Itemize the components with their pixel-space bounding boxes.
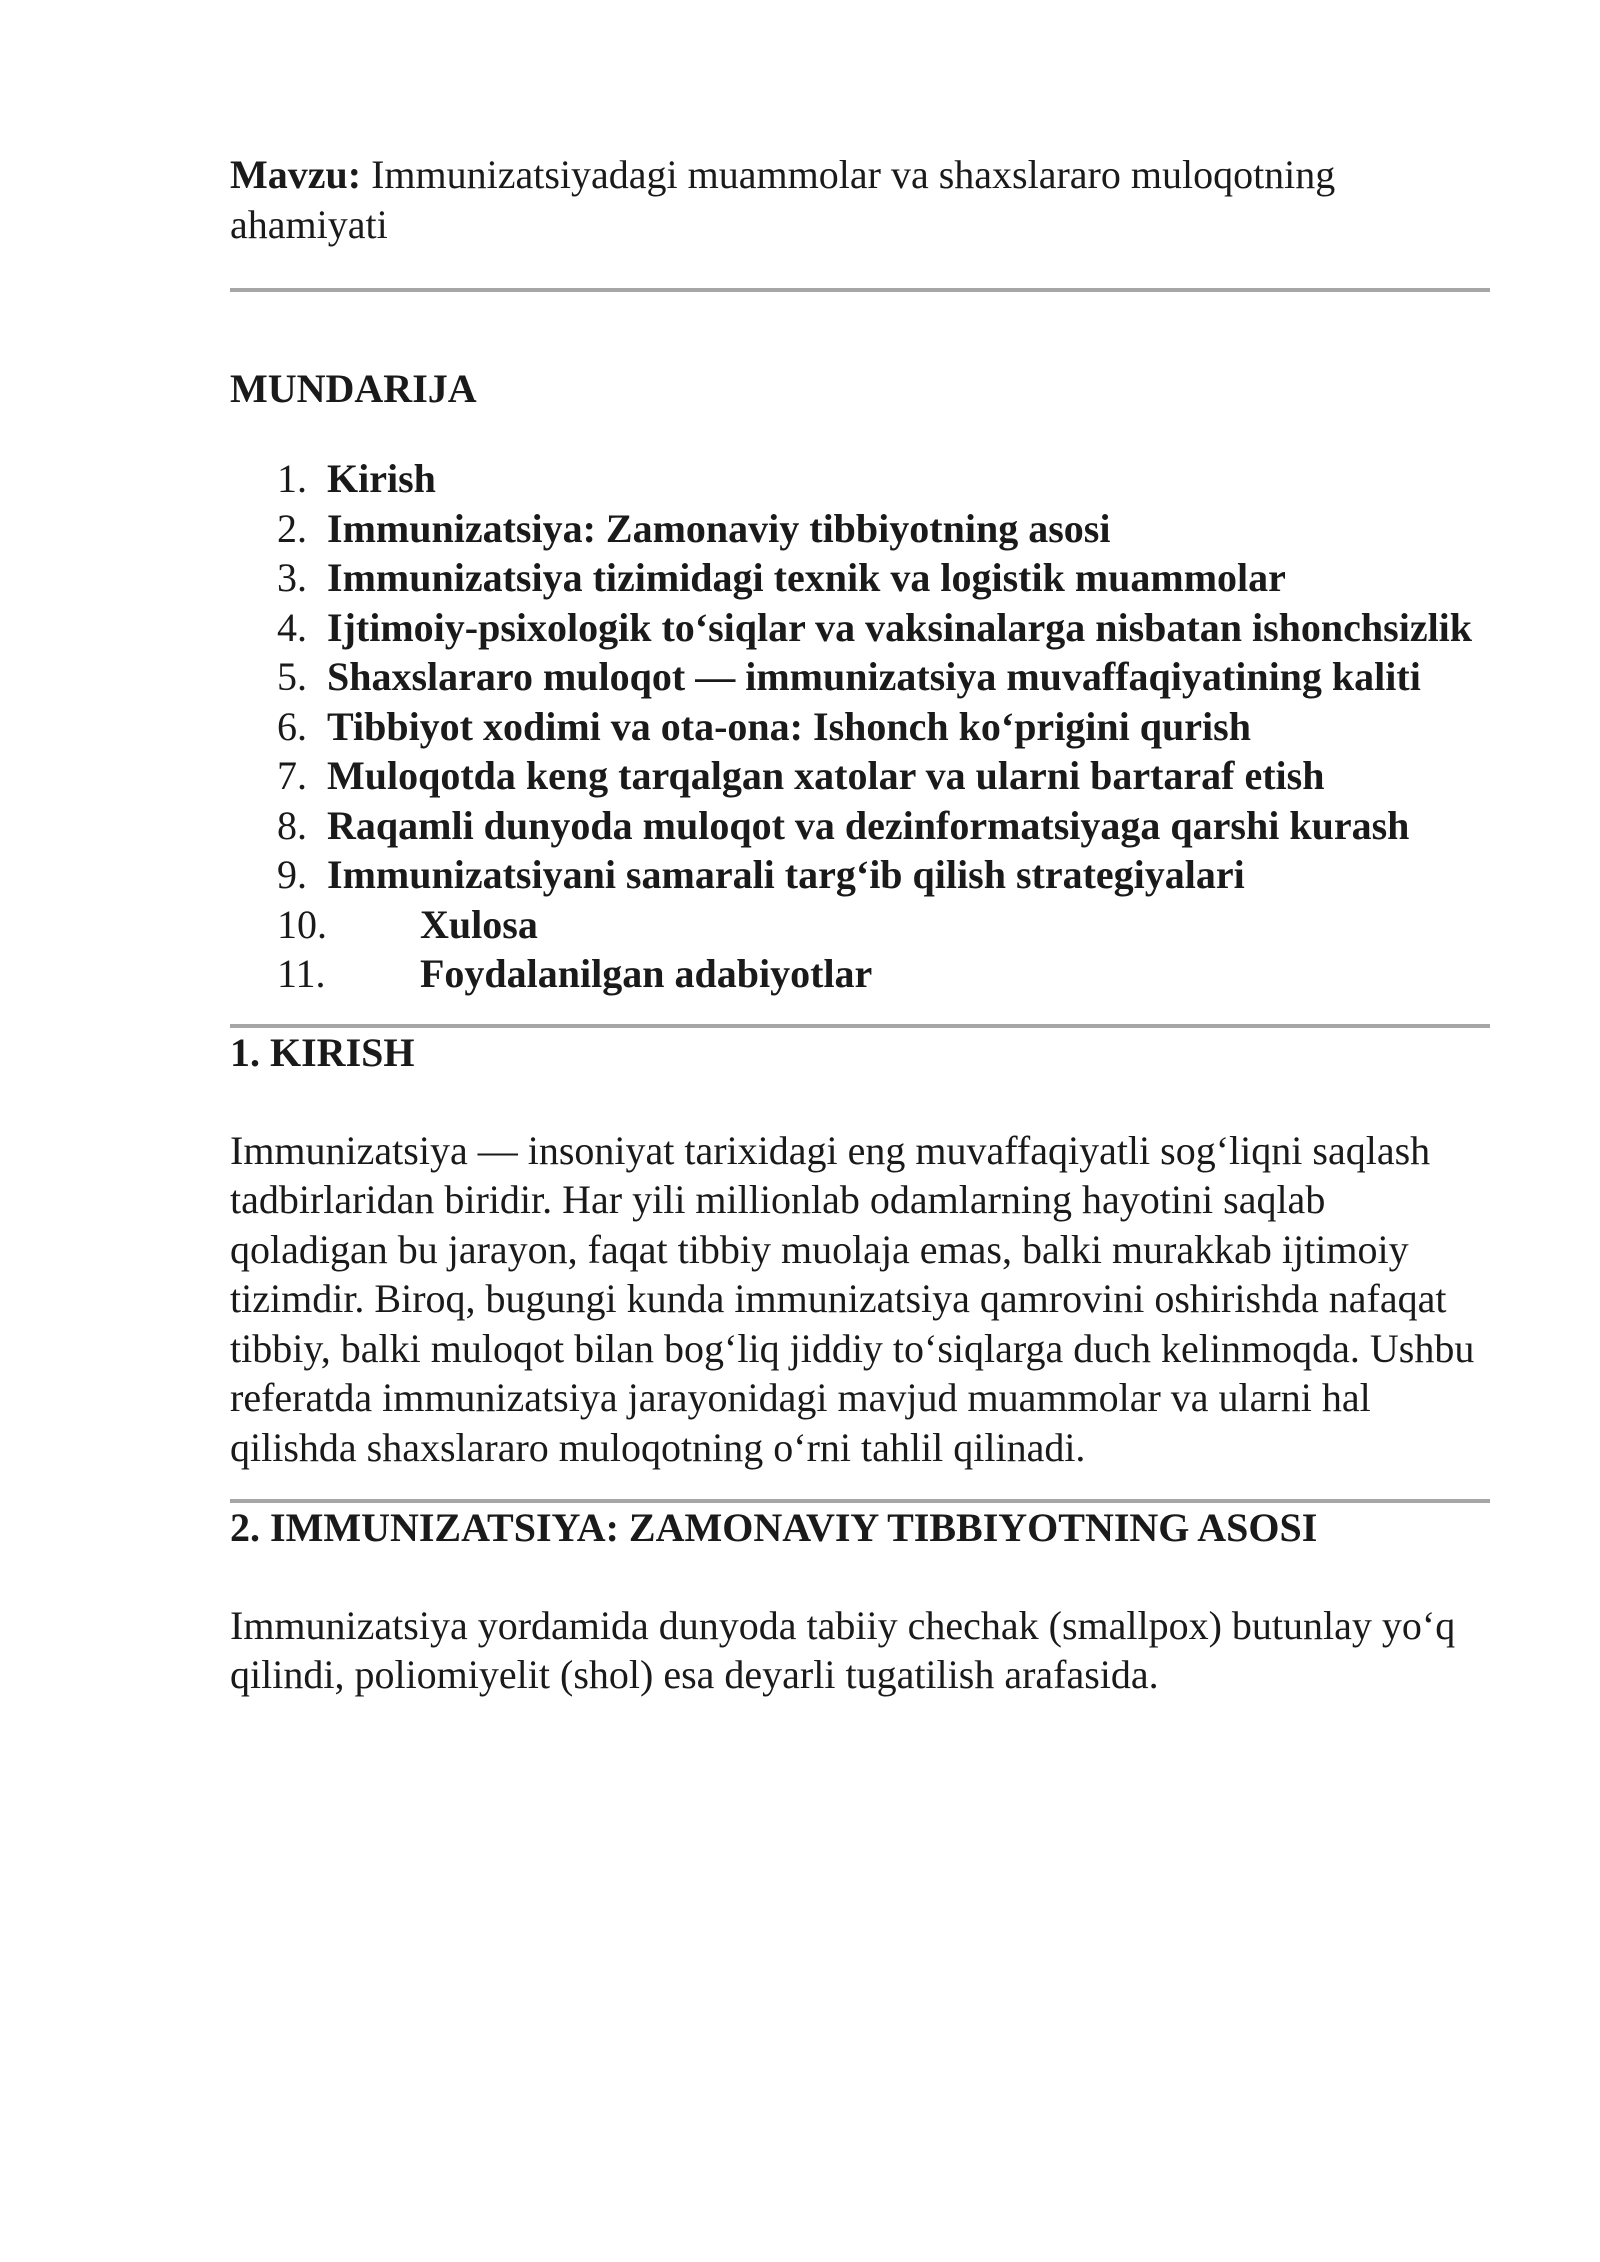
- toc-item-text: Ijtimoiy-psixologik to‘siqlar va vaksinalarga nisbatan ishonchsizlik: [327, 604, 1473, 650]
- toc-item: [230, 603, 1490, 653]
- toc-item: [230, 504, 1490, 554]
- toc-item: [230, 751, 1490, 801]
- section-heading: 2. IMMUNIZATSIYA: ZAMONAVIY TIBBIYOTNING ASOSI: [230, 1504, 1318, 1550]
- toc-item: [230, 652, 1490, 702]
- toc-item-text: Shaxslararo muloqot — immunizatsiya muvaffaqiyatining kaliti: [327, 654, 1421, 699]
- topic-text: Immunizatsiyadagi muammolar va shaxslararo muloqotning ahamiyati: [230, 152, 1336, 247]
- toc-item-number: 11.: [277, 951, 326, 996]
- topic-line: [230, 150, 1470, 250]
- toc-item-text: Immunizatsiya: Zamonaviy tibbiyotning asosi: [327, 505, 1111, 551]
- toc-item: [230, 900, 1490, 950]
- toc-item-text: Raqamli dunyoda muloqot va dezinformatsiyaga qarshi kurash: [327, 802, 1410, 848]
- toc-item: [230, 454, 1490, 504]
- divider: [230, 288, 1490, 292]
- toc-item-text: Foydalanilgan adabiyotlar: [420, 951, 873, 996]
- toc-item-number: 5.: [277, 654, 307, 699]
- toc-item: [230, 553, 1490, 603]
- toc-item-text: Muloqotda keng tarqalgan xatolar va ularni bartaraf etish: [327, 753, 1325, 798]
- toc-item: [230, 850, 1490, 900]
- toc-item-text: Tibbiyot xodimi va ota-ona: Ishonch ko‘prigini qurish: [327, 703, 1251, 749]
- toc-item-text: Kirish: [327, 456, 436, 501]
- document-page: [230, 150, 1490, 1700]
- toc-item-number: 1.: [277, 456, 307, 501]
- table-of-contents: [230, 454, 1490, 999]
- toc-item: [230, 801, 1490, 851]
- toc-item-text: Xulosa: [420, 901, 538, 947]
- toc-item-text: Immunizatsiya tizimidagi texnik va logistik muammolar: [327, 555, 1286, 600]
- toc-title: MUNDARIJA: [230, 366, 477, 411]
- section-paragraph: Immunizatsiya — insoniyat tarixidagi eng muvaffaqiyatli sog‘liqni saqlash tadbirlaridan biridir. Har yili millionlab odamlarning hayotini saqlab qoladigan bu jarayon, faqat tibbiy muolaja emas, balki murakkab ijtimoiy tizimdir. Biroq, bugungi kunda immunizatsiya qamrovini oshirishda nafaqat tibbiy, balki muloqot bilan bog‘liq jiddiy to‘siqlarga duch kelinmoqda. Ushbu referatda immunizatsiya jarayonidagi mavjud muammolar va ularni hal qilishda shaxslararo muloqotning o‘rni tahlil qilinadi.: [230, 1127, 1475, 1471]
- toc-item-number: 8.: [277, 802, 307, 848]
- toc-item-text: Immunizatsiyani samarali targ‘ib qilish strategiyalari: [327, 852, 1245, 897]
- toc-item-number: 2.: [277, 505, 307, 551]
- toc-item: [230, 702, 1490, 752]
- section-heading: 1. KIRISH: [230, 1029, 415, 1075]
- toc-item: [230, 949, 1490, 999]
- toc-item-number: 9.: [277, 852, 307, 897]
- topic-label: Mavzu:: [230, 152, 362, 197]
- toc-item-number: 3.: [277, 555, 307, 600]
- section-paragraph: Immunizatsiya yordamida dunyoda tabiiy chechak (smallpox) butunlay yo‘q qilindi, poliomiyelit (shol) esa deyarli tugatilish arafasida.: [230, 1602, 1456, 1698]
- toc-item-number: 7.: [277, 753, 307, 798]
- toc-item-number: 4.: [277, 604, 307, 650]
- toc-item-number: 6.: [277, 703, 307, 749]
- toc-item-number: 10.: [277, 901, 327, 947]
